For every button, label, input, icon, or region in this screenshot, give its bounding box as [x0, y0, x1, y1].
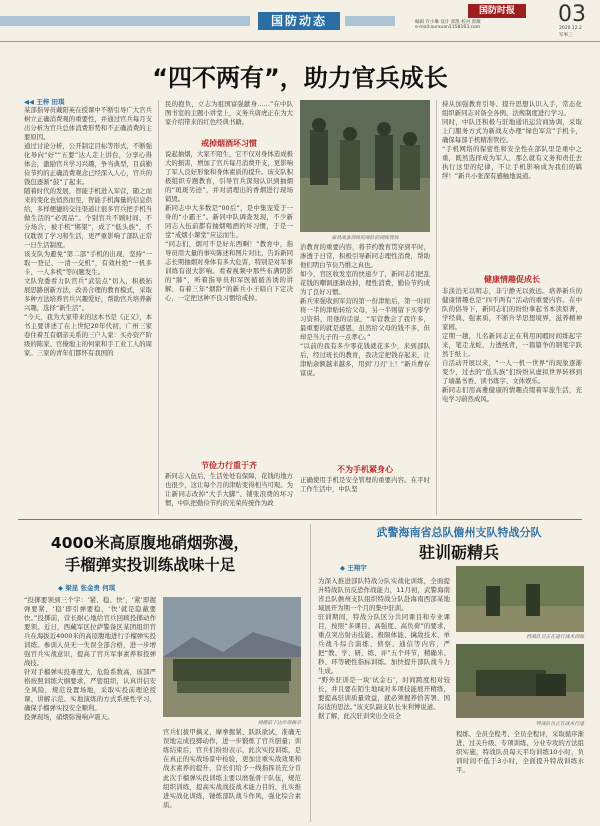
editor-credits: 编辑 许小琳 设计 郑凯 校对 郭薇 — [415, 20, 481, 25]
grenade-training-photo — [163, 597, 301, 717]
special-forces-photo-2-caption: 特战队员正在战术行进 — [536, 722, 584, 727]
article3-column2: 程练、全员全程考、全员全程评，采取循序渐进、过关升级、专项训练、分业专攻的方法组织实施，特战队员每天平均训练10小时，负训时间不低于3小时，全面提升特战训练水平。 — [456, 730, 584, 774]
article3-byline: ◆ 王翔宇 — [340, 564, 367, 572]
grenade-training-photo-caption: 投掷前下达作训指示 — [257, 721, 301, 726]
grenade-training-photo-illustration — [163, 597, 301, 717]
section-banner: 国防动态 — [258, 12, 340, 30]
article3-kicker: 武警海南省总队儋州支队特战分队 — [376, 526, 542, 539]
article2-title — [0, 532, 300, 576]
page-label: 军事三 — [559, 33, 573, 38]
article2-column2: 官兵们拔甲摘叉、摩拳握紧、跃跃欲试，准确无误地完成投掷动作，进一步锻炼了官兵胆量；训练结束后，官兵们纷纷表示，此次实投训练，是在真正的实战场景中检验，更加注重实战效果和战术素养的提升，营长们给予一线指挥员充分肯 — [163, 728, 301, 772]
special-forces-photo-1 — [456, 566, 584, 632]
article-divider — [18, 519, 582, 520]
column-divider — [310, 524, 311, 822]
article3-column1: 为深入推进部队特战分队实战化训练，全面提升特战队员反恐作战能力，11月初，武警海南省总队儋州支队组织特战分队赴海南西部某地域展开为期一个月的集中驻训。 驻训期间，特战分队区分共同课目和专业课目，按照“多课目、高强度、高负荷”的要求，重点突出射击技能、极限体能、擒敌技术、单兵战斗综合演练、侦察、通信等内容，严把“教、学、研、练、评”五个环节，精确米、秒、环等硬性指标训练。加快提升部队战斗力生成。 “野外驻训是一块‘试金石’，时间跨度相对较长，并且要在陌生地域对多项技能展开精练，要提高驻训质量效益，就必须握养恰苦署、国际适的思法。”该支队副支队长朱利博说道。 据了解，此次驻训突出全员全 — [318, 577, 450, 720]
article1-subhead-2: 节俭力行重于齐 — [201, 461, 257, 470]
article1-column2-body: 说起抽烟，大家不陌生，它不仅对身体造成极大的损害，增加了官兵每月消费开支，更影响了军人良好形象和身体素质的提升。该支队积极组织专题教育，引导官兵深刻认识到抽烟的“斑斑劣迹”，并对清理出的香烟进行现场销毁。 新同志中大多数是“00后”，是中集宠爱于一身的“小霸王”。新同中队调查发现，不少新同志入伍前都有抽烟喝酒的坏习惯，于是一堂“戒烟小课堂”应运而生。 “同志们，烟可不是好东西啊！”教育中，指导员用大量的事实陈述和图片对比，告诉新同志长期抽烟对身体有多大危害，特别是对军事训练有很大影响。看着视频中那些布满阴影的“肺”，听着指导员和军医循循善诱的讲解，有着三年“烟龄”的新兵小王暗自下定决心，一定把这种不良习惯给戒掉。 — [165, 150, 293, 302]
soldiers-photo-illustration — [300, 100, 430, 232]
article1-column3-body: 治教育的重要内容，将节约教育贯穿到平时，渗透于日常，积极引导新同志理性消费，帮助他们明白节俭乃维之真也。 如今，官区收发室的快递少了，新同志们把乱花钱的嘲讽逐渐改掉，理性消费，勤俭节约成为了良好习惯。 新兵宋强收到军营的第一份津贴后，第一时间将一半的津贴转给父母，另一半则留下买零学习资料，用他的话说，“军营教会了我许多，最重要的就是感恩，虽然给父母的钱不多，但却是当儿子的一点孝心。” “以前的我有多少零花钱就花多少，来到部队后，经过班长的教育，我决定把钱存起来，让津贴余额越来越多，用到‘刀刃’上！”新兵曹存富说。 — [300, 243, 430, 377]
article1-subhead-4: 健康情趣促成长 — [484, 275, 540, 284]
article2-column2-end: 此次手榴弹实投训练主要以磨强骨干队伍，规范组织训练，提高实战战技战术能力目的，扎实推进实战化训练，锤炼部队战斗作风，强化综合素质。 — [163, 774, 301, 809]
article1-column2-end: 新同志入伍后，生活处处有保障，花钱的地方也很少，这让每个月的津贴变得相当可观。为让新同志改掉“大手大脚”、铺张浪费的坏习惯，中队把勤俭节约的光荣传统作为政 — [165, 472, 293, 507]
newspaper-logo: 国防时报 — [468, 4, 526, 18]
header-ribbon-left — [0, 16, 250, 26]
article1-column4-body: 持从加强教育引导、提升思想认识入手，常态化组织新同志对备全各例、法规制度进行学习。 同时，中队还积极与驻地通讯运营商协调，采取上门服务方式为新战友办理“绿色军营”手机卡，确保每部手机精准管控。 “手机网络的保密性和安全性在部队里是重中之重，既然选择成为军人，那么就有义务和责任去执行这里的纪律，不让手机影响成为我们的羁绊！”新兵小张深有感触地说道。 — [442, 100, 582, 180]
special-forces-photo-1-illustration — [456, 566, 584, 632]
special-forces-photo-2 — [456, 644, 584, 718]
article1-column1: 某部指导员戴阳英在授课中不断引导广大官兵树立正确消费观的重要性，并通过官兵每月支出分析为官兵总体消费形势和不正确消费的主要原因。 通过讨论分析，公开制定目标等形式，不断强化导向“好”“五要”达人走上讲台，分享心得体会，激励官兵学习兴趣，争当典型，目前勤俭节约的正确消费观念已经深入人心，官兵的钱包逐渐“鼓”了起来。 随着时代的发展，智能手机进入军营，随之而来的变化也悄然而至，智能手机海量的信息供给，多样便捷的交往渠道让很多官兵把手机当做生活的“必需品”。个别官兵不顾时间、不分场合，被手机“绑架”，成了“低头族”，不仅耽误了学习和生活，更严重影响了部队正常一日生活制度。 该支队为避免“第二部”手机的出现，坚持“一取一登记、一清一交机”，有效杜绝“一机多卡、一人多机”等问题发生。 文队党委看力队官兵“武装点”切入，积极拓展思路创新方法，改善合理的教育模式，采取多种方法培养官兵兴趣爱好，帮助官兵培养新兴趣，选择“新生活”。 “今天，我为大家带来的这本书是《正义》，本书主要讲述了在上世纪20年代初，广州三家卷住着互有姻亲关系的三户人家：买办资产阶级的陈家、官僚地主的何家和手工业工人的周家。三家的青年们都怀有我国的 — [24, 106, 152, 357]
article2-title-line2: 手榴弹实投训练战味十足 — [64, 556, 236, 574]
soldiers-photo — [300, 100, 430, 232]
header-divider — [0, 41, 600, 42]
article3-title: 驻训砺精兵 — [418, 543, 499, 562]
article1-subhead-1: 戒掉烟酒坏习惯 — [201, 139, 257, 148]
article2-byline: ◆ 梁昆 张金贵 何琪 — [58, 584, 116, 592]
special-forces-photo-1-caption: 特战队员正在进行战术训练 — [526, 635, 584, 640]
page-date: 2020.12.2 — [559, 26, 582, 31]
article1-title: “四不两有”，助力官兵成长 — [152, 64, 448, 92]
article1-column4-end: 非淡泊无以明志，非宁静无以致远。培养新兵的健康情趣也是“四不两有”活动的重要内容。在中队的倡导下，新同志们的纷纷拿起书本读原著，学经典、强素质，不断升华思想境界，滋养精神家园。 定期一趟，儿名新同志正在利用闲暇时间练起字来，笔走龙蛇，力透纸背，一篇篇争的钢笔字跃然于纸上。 自活动开展以来，“一人一机一世界”的现象逐渐变少，过去的“低头族”们纷纷从虚拟世界转移到了墙墨书香、读书练字、文体娱乐。 新同志们用高雅健康的情趣点缀着军旅生活，充电学习蔚然成风。 — [442, 287, 582, 403]
article1-column3-end: 正确使用手机是安全管理的重要内容。在平时工作生活中，中队坚 — [300, 476, 430, 493]
column-divider — [158, 100, 159, 515]
page-number: 03 — [558, 2, 586, 27]
header-ribbon-right — [345, 16, 395, 26]
soldiers-photo-caption: 南昌战备训练的部队的训练现场 — [331, 236, 399, 241]
article2-column1: “投掷要领到三个字：‘紧、稳、快’，‘紧’即握弹要紧，‘稳’即引弹要稳，‘快’就是隐蔽要快。”投掷前，营长耐心地给官兵回顾投掷动作要领。近日，西藏军区拉萨警备区某团组织官兵在海拔近4000米的高原腹地进行手榴弹实投训练。参训人员无一失误全部合格，进一步增强官兵实战意识，提高了官兵军事素养和投弹战技。 针对手榴弹实投难度大，危险系数高，该部严格按照训练大纲要求，严密组织，认真讲信安全风险，规范设置场地，采取实投前理论授课、讲解示范、实地演练的方式系统性学习，确保手榴弹实投安全顺利。 投弹现场，硝烟弥漫响声震天。 — [24, 596, 156, 721]
column-divider — [436, 100, 437, 515]
article1-column2-intro: 民的抱负，立志为祖国富强献身……”在中队图书室的主题小讲堂上，义务兵唐虎正在为大家介绍带来的红色经典书籍。 — [165, 100, 293, 126]
editor-email: e-mail:ourxuan1158163.com — [415, 25, 481, 30]
article1-subhead-3: 不为手机紧身心 — [337, 465, 393, 474]
page-header — [0, 0, 600, 40]
article2-title-line1: 4000米高原腹地硝烟弥漫， — [50, 534, 250, 552]
article1-byline: ◀◀ 王梓 田琪 — [24, 98, 65, 106]
special-forces-photo-2-illustration — [456, 644, 584, 718]
